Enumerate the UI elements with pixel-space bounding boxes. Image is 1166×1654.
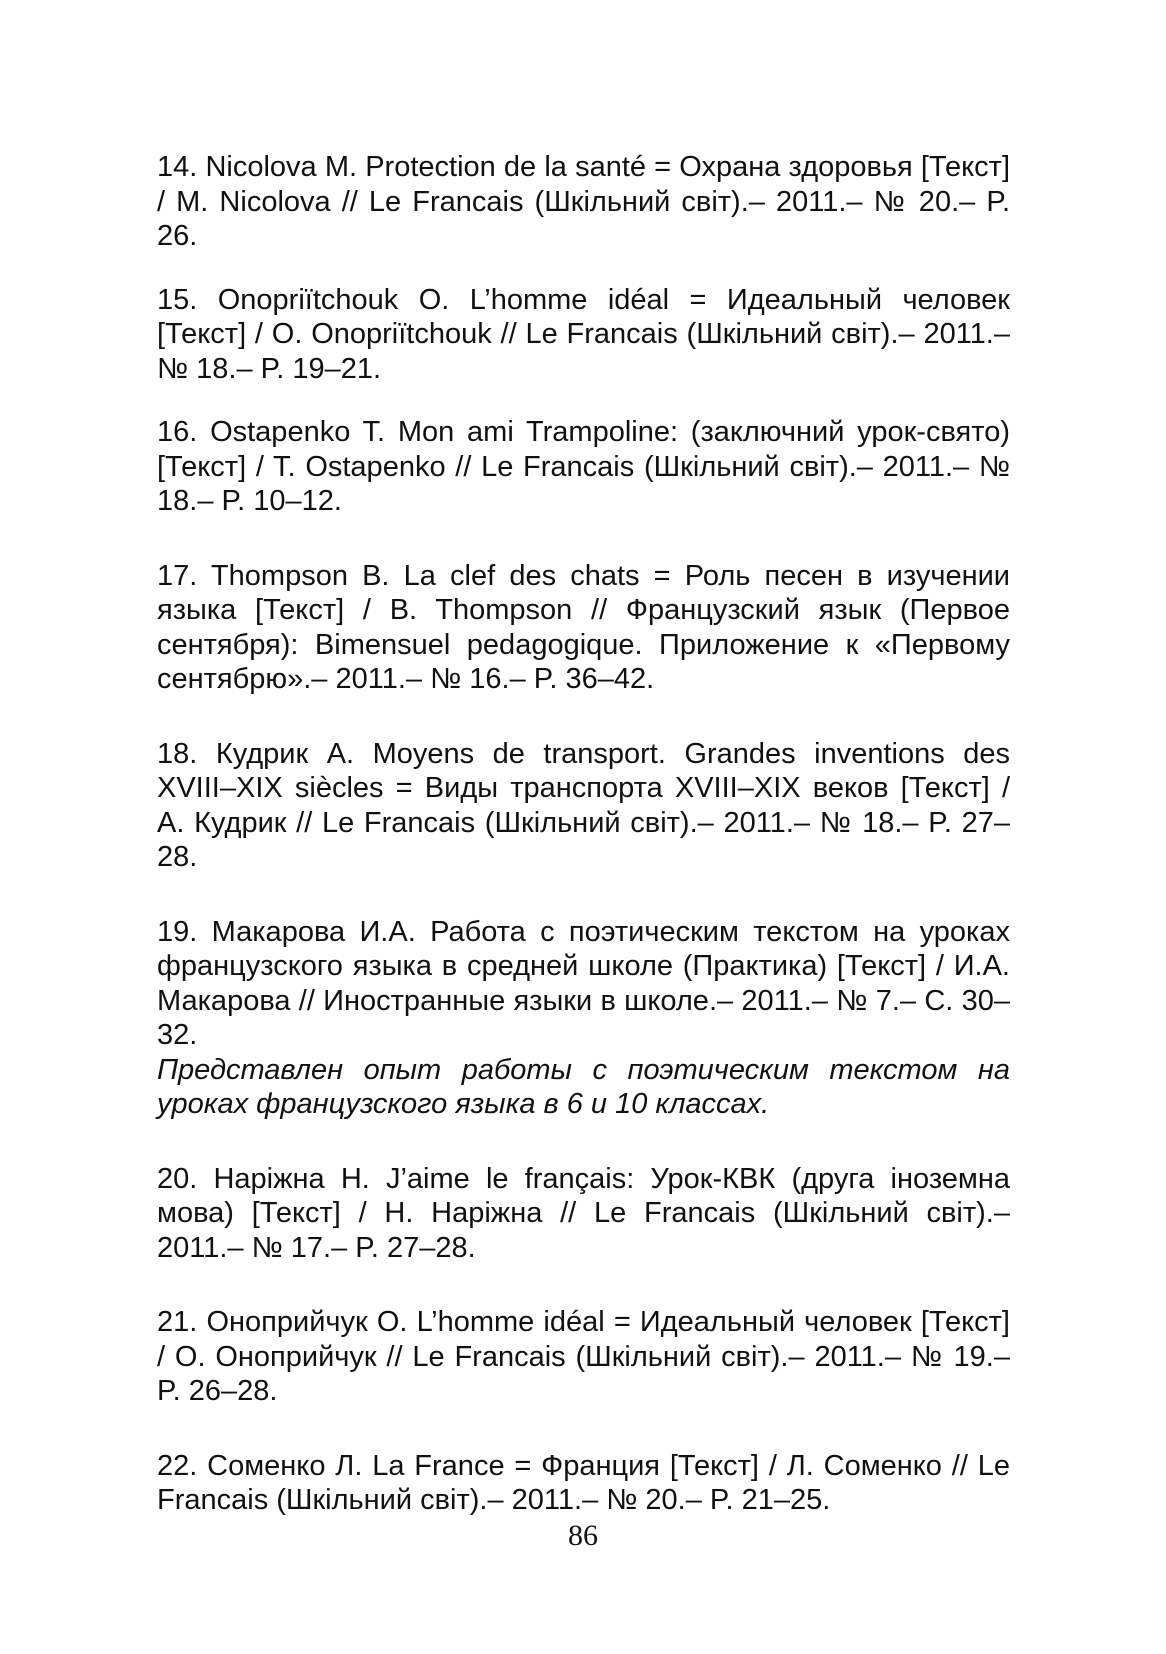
entry-text: 19. Макарова И.А. Работа с поэтическим текстом на уроках французского языка в средней школе (Практика) [Текст] / И.А. Макарова // Иностранные языки в школе.– 2011.– № 7.– С. 30–32. [157,915,1010,1051]
entry-annotation: Представлен опыт работы с поэтическим текстом на уроках французского языка в 6 и 10 классах. [157,1053,1010,1120]
page-number: 86 [568,1519,598,1552]
bibliography-entry-20 [157,1162,1010,1266]
bibliography-entry-14 [157,150,1010,254]
bibliography-entry-16 [157,415,1010,519]
entry-text: 20. Наріжна Н. J’aime le français: Урок-КВК (друга іноземна мова) [Текст] / Н. Наріжна // Le Francais (Шкільний світ).– 2011.– № 17.– P. 27–28. [157,1162,1010,1264]
entry-text: 18. Кудрик А. Moyens de transport. Grandes inventions des XVIII–XIX siècles = Виды транспорта XVIII–XIX веков [Текст] / А. Кудрик // Le Francais (Шкільний світ).– 2011.– № 18.– P. 27–28. [157,737,1010,873]
bibliography-entry-21 [157,1305,1010,1409]
entry-text: 21. Оноприйчук О. L’homme idéal = Идеальный человек [Текст] / О. Оноприйчук // Le Francais (Шкільний світ).– 2011.– № 19.– P. 26–28. [157,1306,1010,1407]
bibliography-entry-15 [157,283,1010,387]
bibliography-entry-19 [157,915,1010,1122]
entry-text: 22. Соменко Л. La France = Франция [Текст] / Л. Соменко // Le Francais (Шкільний світ).– 2011.– № 20.– P. 21–25. [157,1449,1010,1516]
entry-text: 17. Thompson B. La clef des chats = Роль песен в изучении языка [Текст] / B. Thompson // Французский язык (Первое сентября): Bimensuel pedagogique. Приложение к «Первому сентябрю».– 2011.– № 16.– P. 36–42. [157,559,1010,695]
bibliography-entry-22 [157,1449,1010,1518]
bibliography-entry-18 [157,737,1010,875]
entry-text: 14. Nicolova M. Protection de la santé = Охрана здоровья [Текст] / M. Nicolova // Le Francais (Шкільний світ).– 2011.– № 20.– P. 26. [157,151,1010,252]
entry-text: 15. Onopriïtchouk O. L’homme idéal = Идеальный человек [Текст] / O. Onopriïtchouk // Le Francais (Шкільний світ).– 2011.– № 18.– P. 19–21. [157,283,1010,385]
bibliography-entry-17 [157,559,1010,697]
bibliography-list [157,150,1010,1547]
entry-text: 16. Ostapenko T. Mon ami Trampoline: (заключний урок-свято) [Текст] / T. Ostapenko // Le Francais (Шкільний світ).– 2011.– № 18.– P. 10–12. [157,416,1010,517]
